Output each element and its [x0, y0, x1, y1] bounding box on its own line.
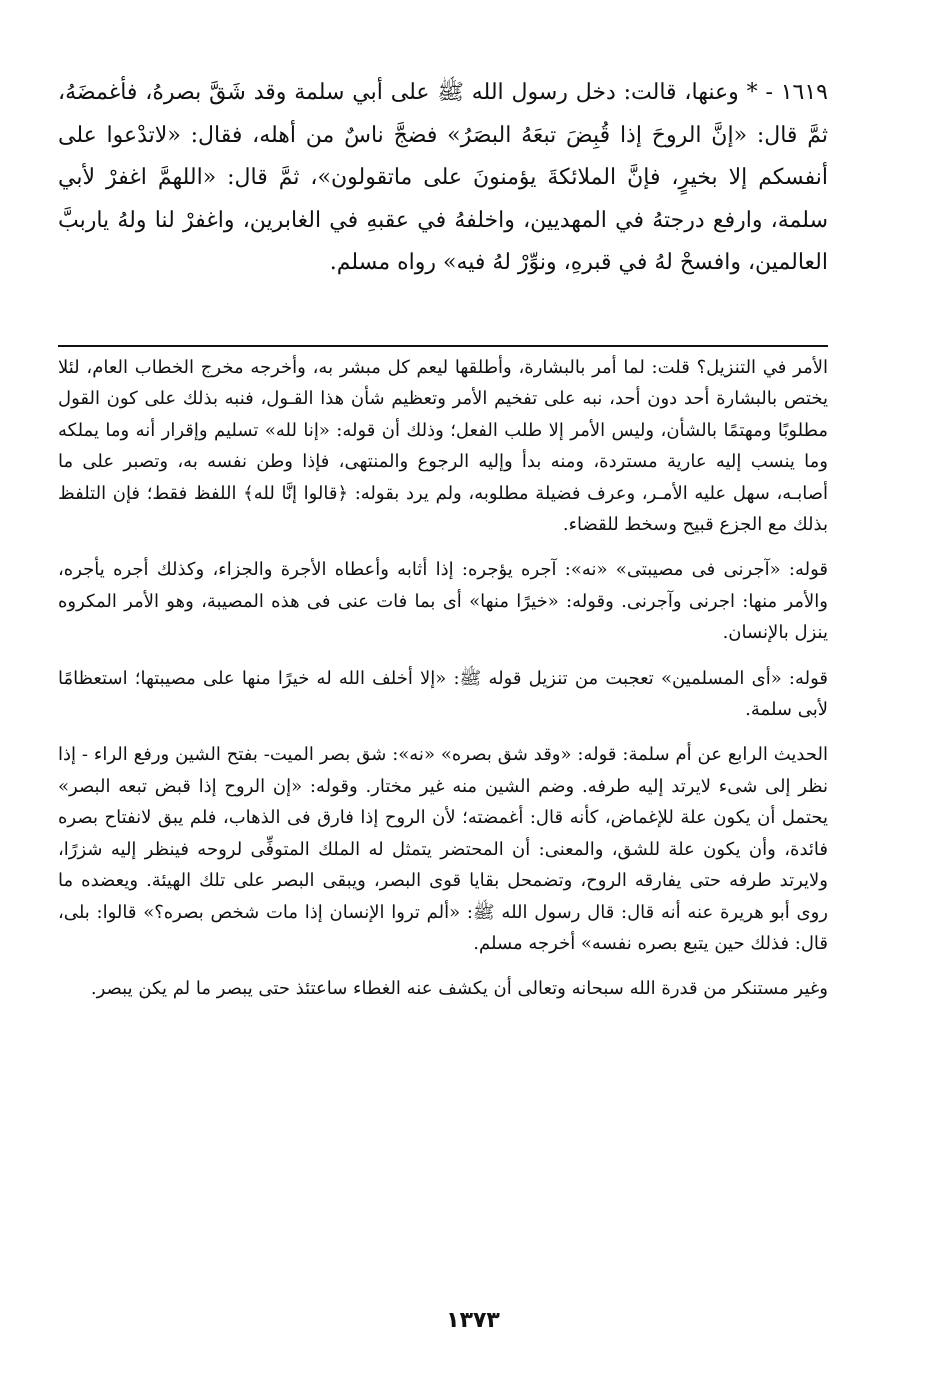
hadith-block	[58, 72, 828, 285]
footnote-divider	[58, 345, 828, 347]
commentary-paragraph: قوله: «آجرنى فى مصيبتى» «نه»: آجره يؤجره: إذا أثابه وأعطاه الأجرة والجزاء، وكذلك أجره يأجره، والأمر منها: اجرنى وآجرنى. وقوله: «خيرًا منها» أى بما فات عنى فى هذه المصيبة، وهو الأمر المكروه ينزل بالإنسان.	[58, 559, 828, 644]
page-number: ١٣٧٣	[446, 1308, 500, 1333]
commentary-paragraph: وغير مستنكر من قدرة الله سبحانه وتعالى أن يكشف عنه الغطاء ساعتئذ حتى يبصر ما لم يكن يبصر.	[90, 978, 828, 1000]
commentary-paragraph: قوله: «أى المسلمين» تعجبت من تنزيل قوله ﷺ: «إلا أخلف الله له خيرًا منها على مصيبتها؛ استعظامًا لأبى سلمة.	[58, 667, 828, 721]
commentary-paragraph: الأمر في التنزيل؟ قلت: لما أمر بالبشارة، وأطلقها ليعم كل مبشر به، وأخرجه مخرج الخطاب العام، لئلا يختص بالبشارة أحد دون أحد، نبه على تفخيم الأمر وتعظيم شأن هذا القـول، فنبه بذلك على كون القول مطلوبًا ومهتمًا بالشأن، وليس الأمر إلا طلب الفعل؛ وذلك أن قوله: «إنا لله» تسليم وإقرار أنه وما يملكه وما ينسب إليه عارية مستردة، ومنه بدأ وإليه الرجوع والمنتهى، فإذا وطن نفسه به، وتصبر على ما أصابـه، سهل عليه الأمـر، وعرف فضيلة مطلوبه، ولم يرد بقوله: ﴿قالوا إنَّا لله﴾ اللفظ فقط؛ فإن التلفظ بذلك مع الجزع قبيح وسخط للقضاء.	[58, 357, 828, 536]
commentary-paragraph: الحديث الرابع عن أم سلمة: قوله: «وقد شق بصره» «نه»: شق بصر الميت- بفتح الشين ورفع الراء - إذا نظر إلى شىء لايرتد إليه طرفه. وضم الشين منه غير مختار. وقوله: «إن الروح إذا قبض تبعه البصر» يحتمل أن يكون علة للإغماض، كأنه قال: أغمضته؛ لأن الروح إذا فارق فى الذهاب، فلم يبق لانفتاح بصره فائدة، وأن يكون علة للشق، والمعنى: أن المحتضر يتمثل له الملك المتوفِّى لروحه فينظر إليه شزرًا، ولايرتد طرفه حتى يفارقه الروح، وتضمحل بقايا قوى البصر، ويبقى البصر على تلك الهيئة. ويعضده ما روى أبو هريرة عنه أنه قال: قال رسول الله ﷺ: «ألم تروا الإنسان إذا مات شخص بصره؟» قالوا: بلى، قال: فذلك حين يتبع بصره نفسه» أخرجه مسلم.	[58, 744, 828, 954]
commentary-block	[58, 352, 828, 1019]
hadith-text: ١٦١٩ - * وعنها، قالت: دخل رسول الله ﷺ على أبي سلمة وقد شَقَّ بصرهُ، فأغمضَهُ، ثمَّ قال: «إنَّ الروحَ إذا قُبِضَ تبعَهُ البصَرُ» فضجَّ ناسٌ من أهله، فقال: «لاتدْعوا على أنفسكم إلا بخيرٍ، فإنَّ الملائكةَ يؤمنونَ على ماتقولون»، ثمَّ قال: «اللهمَّ اغفرْ لأبي سلمة، وارفع درجتهُ في المهديين، واخلفهُ في عقبهِ في الغابرين، واغفرْ لنا ولهُ يارببَّ العالمين، وافسحْ لهُ في قبرهِ، ونوِّرْ لهُ فيه» رواه مسلم.	[58, 80, 828, 275]
